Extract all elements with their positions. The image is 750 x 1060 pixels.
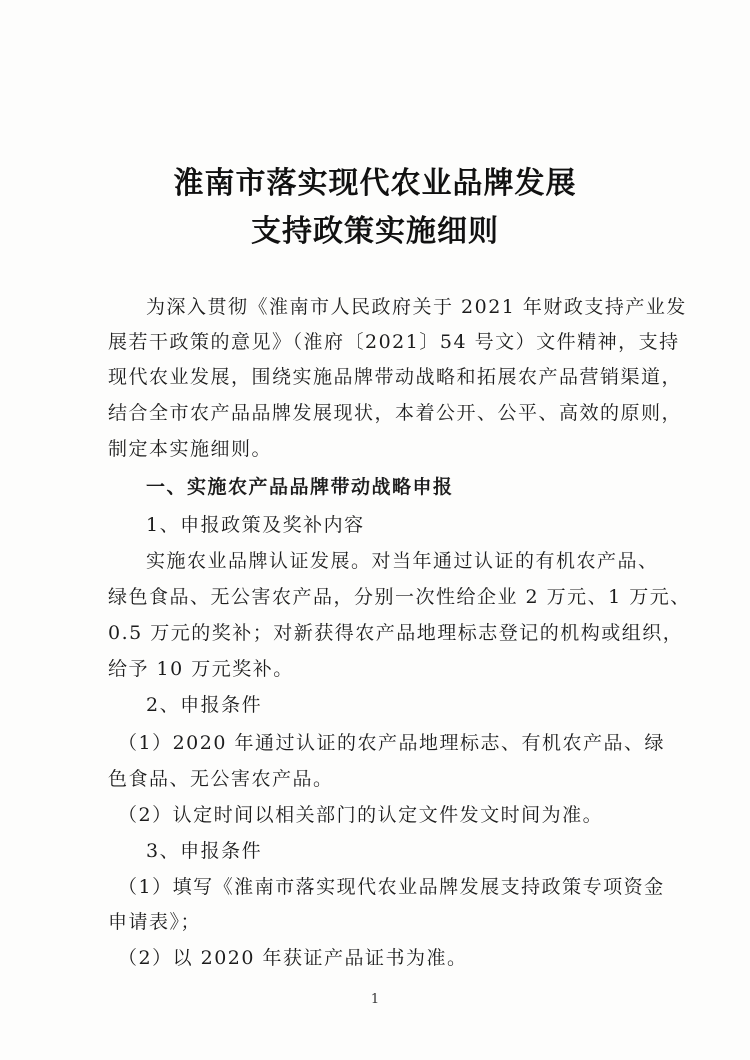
body-line-2: 展若干政策的意见》（淮府〔2021〕54 号文）文件精神，支持: [108, 331, 680, 353]
body-line-8: 实施农业品牌认证发展。对当年通过认证的有机农产品、: [146, 550, 659, 572]
body-line-17: （1）填写《淮南市落实现代农业品牌发展支持政策专项资金: [118, 876, 665, 898]
body-line-15: （2）认定时间以相关部门的认定文件发文时间为准。: [118, 804, 604, 826]
body-line-10: 0.5 万元的奖补；对新获得农产品地理标志登记的机构或组织，: [108, 622, 684, 644]
body-line-3: 现代农业发展，围绕实施品牌带动战略和拓展农产品营销渠道，: [108, 366, 683, 388]
document-title-line-2: 支持政策实施细则: [251, 214, 499, 249]
body-line-5: 制定本实施细则。: [108, 438, 273, 460]
subsection-heading-2: 2、申报条件: [146, 694, 263, 716]
body-line-1: 为深入贯彻《淮南市人民政府关于 2021 年财政支持产业发: [146, 296, 687, 318]
page-number: 1: [370, 992, 380, 1007]
body-line-18: 申请表》；: [108, 911, 202, 933]
body-line-11: 给予 10 万元奖补。: [108, 658, 294, 680]
body-line-14: 色食品、无公害农产品。: [108, 768, 334, 790]
subsection-heading-1: 1、申报政策及奖补内容: [146, 514, 365, 536]
document-title-line-1: 淮南市落实现代农业品牌发展: [173, 166, 577, 201]
body-line-13: （1）2020 年通过认证的农产品地理标志、有机农产品、绿: [118, 732, 665, 754]
body-line-4: 结合全市农产品品牌发展现状，本着公开、公平、高效的原则，: [108, 402, 683, 424]
subsection-heading-3: 3、申报条件: [146, 840, 263, 862]
section-heading-1: 一、实施农产品品牌带动战略申报: [146, 476, 454, 498]
body-line-9: 绿色食品、无公害农产品，分别一次性给企业 2 万元、1 万元、: [108, 586, 691, 608]
body-line-19: （2）以 2020 年获证产品证书为准。: [118, 947, 468, 969]
